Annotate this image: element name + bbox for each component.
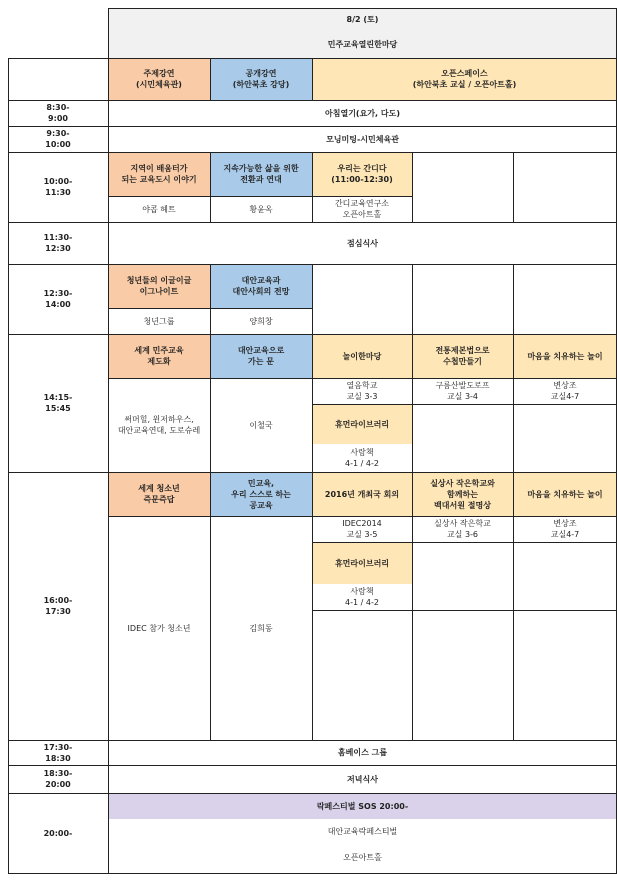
grid-line: [412, 264, 413, 740]
session-host-meeting-detail: IDEC2014 교실 3-5: [342, 519, 382, 539]
grid-line: [8, 740, 617, 741]
session-alt-society-title: 대안교육과 대안사회의 전망: [210, 264, 312, 308]
grid-line: [312, 404, 617, 405]
row-morning-meeting: 모닝미팅-시민체육관: [326, 134, 399, 144]
grid-line: [312, 152, 313, 222]
session-bookbinding-title: 전통제본법으로 수첩만들기: [412, 334, 513, 378]
grid-line: [210, 152, 211, 222]
session-public-edu-title: 민교육, 우리 스스로 하는 공교육: [210, 472, 312, 516]
row-homebase: 홈베이스 그룹: [337, 748, 388, 757]
grid-line: [8, 58, 9, 874]
grid-line: [210, 264, 211, 740]
session-door-title: 대안교육으로 가는 문: [210, 334, 312, 378]
session-gandhi-detail: 간디교육연구소 오픈아트홀: [334, 199, 390, 219]
col-header-public-lecture: 공개강연 (하안북초 강당): [210, 58, 312, 100]
session-youth-ignite-title: 청년들의 이글이글 이그나이트: [108, 264, 210, 308]
col-header-open-space: 오픈스페이스 (하안북초 교실 / 오픈아트홀): [312, 58, 617, 100]
session-bookbinding-detail: 구름산발도로프 교실 3-4: [435, 381, 490, 401]
session-host-meeting-title: 2016년 개최국 회의: [312, 472, 412, 516]
grid-line: [8, 126, 617, 127]
session-alt-society-speaker: 양희창: [249, 316, 273, 326]
time-1730: 17:30- 18:30: [43, 742, 73, 763]
session-youth-ignite-speaker: 청년그룹: [143, 316, 175, 326]
session-education-city-speaker: 야콥 헤트: [142, 204, 176, 214]
festival-name: 대안교육락페스티벌: [327, 826, 398, 836]
grid-line: [513, 152, 514, 222]
grid-line: [210, 58, 211, 100]
grid-line: [108, 196, 412, 197]
grid-line: [412, 152, 413, 222]
time-1600: 16:00- 17:30: [43, 596, 73, 616]
session-sustainable-life-speaker: 황윤옥: [249, 204, 273, 214]
grid-line: [8, 873, 617, 874]
session-human-library-2-detail: 사람책 4-1 / 4-2: [345, 587, 379, 607]
row-festival-title: 락페스티벌 SOS 20:00-: [108, 793, 617, 819]
grid-line: [8, 793, 617, 794]
session-youth-qa-speaker: IDEC 참가 청소년: [127, 623, 191, 633]
header-event-title: 민주교육열린한마당: [327, 39, 398, 49]
row-opening: 아침열기(요가, 다도): [325, 108, 400, 118]
session-education-city-title: 지역이 배움터가 되는 교육도시 이야기: [108, 152, 210, 196]
time-1130: 11:30- 12:30: [43, 233, 73, 253]
grid-line: [312, 58, 313, 100]
grid-line: [108, 378, 617, 379]
grid-line: [8, 100, 617, 101]
time-0930: 9:30- 10:00: [45, 129, 71, 149]
grid-line: [513, 264, 514, 740]
session-meditation-detail: 실상사 작은학교 교실 3-6: [434, 519, 491, 539]
grid-line: [312, 264, 313, 740]
session-human-library-title: 휴먼라이브러리: [312, 404, 412, 444]
time-2000: 20:00-: [43, 828, 73, 838]
time-1415: 14:15- 15:45: [43, 393, 73, 413]
session-meditation-title: 실상사 작은학교와 함께하는 백대서원 절명상: [412, 472, 513, 516]
row-dinner: 저녁식사: [347, 774, 378, 784]
row-lunch: 점심식사: [347, 238, 378, 248]
grid-line: [312, 542, 617, 543]
grid-line: [108, 516, 617, 517]
grid-line: [8, 222, 617, 223]
session-sustainable-life-title: 지속가능한 삶을 위한 전환과 연대: [210, 152, 312, 196]
grid-line: [108, 8, 109, 874]
session-democratic-edu-speaker: 써머힐, 윈저하우스, 대안교육연대, 도로슈레: [117, 415, 201, 435]
session-play-detail: 열음학교 교실 3-3: [346, 381, 378, 401]
time-1000: 10:00- 11:30: [43, 177, 73, 197]
time-1830: 18:30- 20:00: [43, 769, 73, 789]
header-date: 8/2 (토): [346, 14, 379, 24]
grid-line: [312, 610, 617, 611]
col-header-keynote: 주제강연 (시민체육관): [108, 58, 210, 100]
session-healing-play-detail: 변상조 교실4-7: [550, 381, 580, 401]
session-door-speaker: 이철국: [249, 420, 273, 430]
time-1230: 12:30- 14:00: [43, 289, 73, 309]
grid-line: [108, 8, 617, 9]
session-gandhi-title: 우리는 간디다 (11:00-12:30): [312, 152, 412, 196]
session-healing-play-title: 마음을 치유하는 놀이: [513, 334, 617, 378]
session-healing-play-2-title: 마음을 치유하는 놀이: [513, 472, 617, 516]
session-human-library-detail: 사람책 4-1 / 4-2: [345, 448, 379, 468]
session-youth-qa-title: 세계 청소년 즉문즉답: [108, 472, 210, 516]
session-healing-play-2-detail: 변상조 교실4-7: [550, 519, 580, 539]
session-human-library-2-title: 휴먼라이브러리: [312, 542, 412, 584]
time-0830: 8:30- 9:00: [46, 103, 70, 123]
festival-place: 오픈아트홀: [343, 852, 382, 862]
session-public-edu-speaker: 김희동: [249, 623, 273, 633]
grid-line: [8, 765, 617, 766]
session-play-title: 놀이한마당: [312, 334, 412, 378]
session-democratic-edu-title: 세계 민주교육 제도화: [108, 334, 210, 378]
